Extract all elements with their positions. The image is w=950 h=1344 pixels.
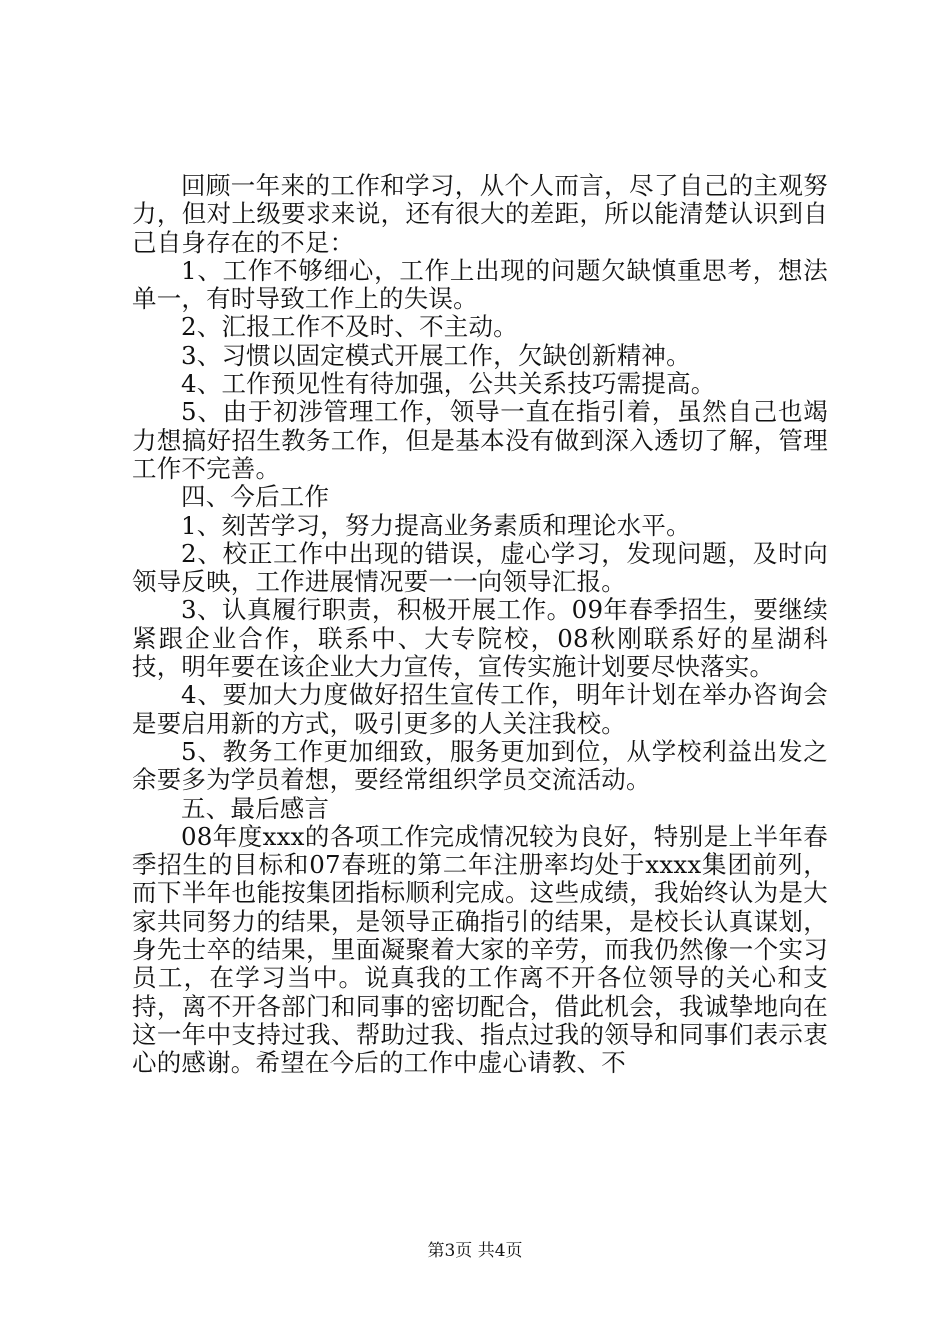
paragraph-shortcoming-2: 2、汇报工作不及时、不主动。	[181, 312, 518, 342]
paragraph-plan-5: 5、教务工作更加细致，服务更加到位，从学校利益出发之余要多为学员着想，要经常组织学员交流活动。	[132, 736, 828, 795]
paragraph-closing: 08年度xxx的各项工作完成情况较为良好，特别是上半年春季招生的目标和07春班的第二年注册率均处于xxxx集团前列，而下半年也能按集团指标顺利完成。这些成绩，我始终认为是大家共同努力的结果，是领导正确指引的结果，是校长认真谋划，身先士卒的结果，里面凝聚着大家的辛劳，而我仍然像一个实习员工，在学习当中。说真我的工作离不开各位领导的关心和支持，离不开各部门和同事的密切配合，借此机会，我诚挚地向在这一年中支持过我、帮助过我、指点过我的领导和同事们表示衷心的感谢。希望在今后的工作中虚心请教、不	[132, 821, 828, 1078]
paragraph-shortcoming-1: 1、工作不够细心，工作上出现的问题欠缺慎重思考，想法单一，有时导致工作上的失误。	[132, 255, 828, 314]
paragraph-shortcoming-3: 3、习惯以固定模式开展工作，欠缺创新精神。	[181, 340, 691, 370]
paragraph-plan-2: 2、校正工作中出现的错误，虚心学习，发现问题，及时向领导反映，工作进展情况要一一向领导汇报。	[132, 538, 828, 597]
paragraph-shortcoming-5: 5、由于初涉管理工作，领导一直在指引着，虽然自己也竭力想搞好招生教务工作，但是基本没有做到深入透切了解，管理工作不完善。	[132, 397, 828, 483]
section-heading-closing: 五、最后感言	[181, 793, 330, 823]
paragraph-shortcoming-4: 4、工作预见性有待加强，公共关系技巧需提高。	[181, 369, 716, 399]
paragraph-plan-4: 4、要加大力度做好招生宣传工作，明年计划在举办咨询会是要启用新的方式，吸引更多的人关注我校。	[132, 680, 828, 738]
paragraph-plan-1: 1、刻苦学习，努力提高业务素质和理论水平。	[181, 510, 691, 540]
document-body	[132, 172, 828, 1078]
paragraph-intro: 回顾一年来的工作和学习，从个人而言，尽了自己的主观努力，但对上级要求来说，还有很大的差距，所以能清楚认识到自己自身存在的不足：	[132, 171, 828, 257]
paragraph-plan-3: 3、认真履行职责，积极开展工作。09年春季招生，要继续紧跟企业合作，联系中、大专院校，08秋刚联系好的星湖科技，明年要在该企业大力宣传，宣传实施计划要尽快落实。	[132, 595, 828, 682]
page-number-footer: 第3页 共4页	[427, 1241, 523, 1261]
section-heading-future-work: 四、今后工作	[181, 482, 330, 512]
